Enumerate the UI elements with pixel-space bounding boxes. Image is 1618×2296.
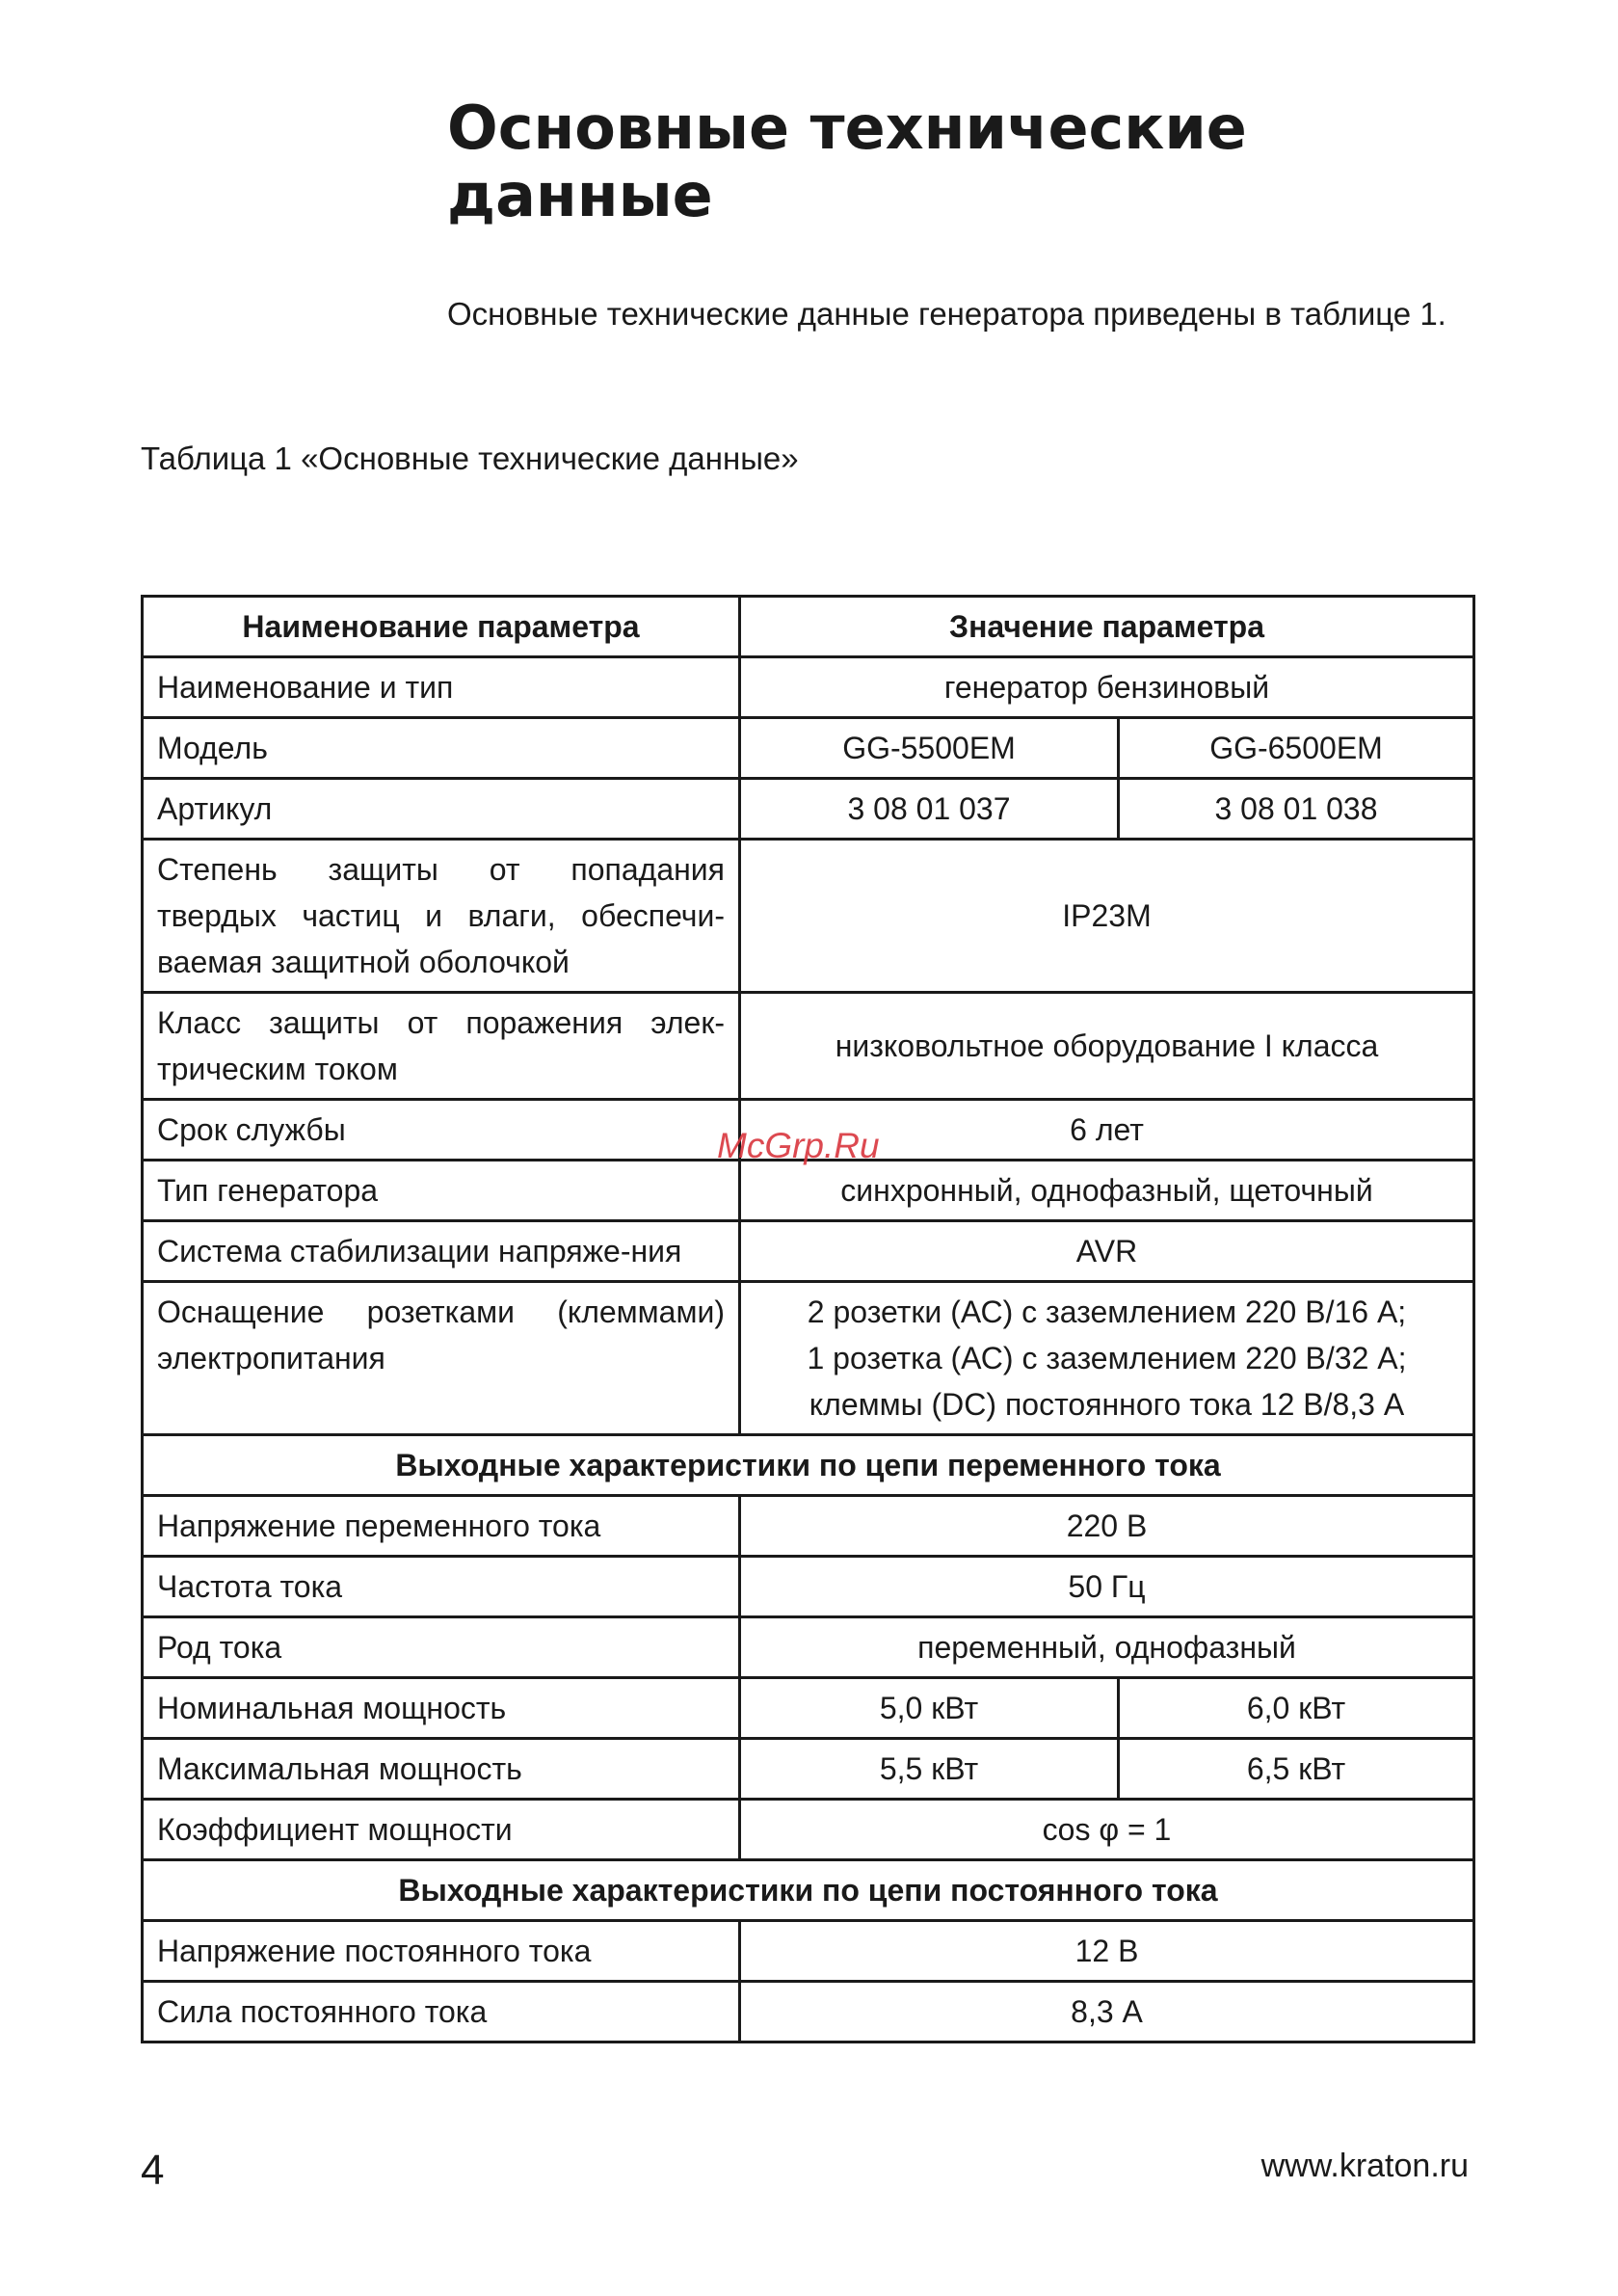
value-cell: синхронный, однофазный, щеточный: [740, 1161, 1474, 1221]
param-cell: Максимальная мощность: [143, 1739, 740, 1800]
value-cell: 6 лет: [740, 1100, 1474, 1161]
table-row: [143, 1221, 1474, 1282]
table-caption: Таблица 1 «Основные технические данные»: [141, 441, 799, 476]
param-cell: Род тока: [143, 1617, 740, 1678]
param-cell: Номинальная мощность: [143, 1678, 740, 1739]
socket-line-2: 1 розетка (АС) с заземлением 220 В/32 А;: [807, 1341, 1407, 1375]
value-cell: 12 В: [740, 1921, 1474, 1982]
value-cell-model-1: 5,5 кВт: [740, 1739, 1119, 1800]
website-link[interactable]: www.kraton.ru: [1260, 2148, 1469, 2184]
param-cell: Частота тока: [143, 1557, 740, 1617]
page-title: [447, 94, 1247, 229]
value-cell: 220 В: [740, 1496, 1474, 1557]
value-cell-model-2: 6,0 кВт: [1119, 1678, 1474, 1739]
value-cell: 8,3 А: [740, 1982, 1474, 2042]
param-cell: Тип генератора: [143, 1161, 740, 1221]
param-cell: Сила постоянного тока: [143, 1982, 740, 2042]
table-row: [143, 1557, 1474, 1617]
param-cell: Коэффициент мощности: [143, 1800, 740, 1860]
section-row-dc: [143, 1860, 1474, 1921]
header-param: Наименование параметра: [143, 597, 740, 657]
value-cell-model-1: GG-5500EM: [740, 718, 1119, 779]
table-row: [143, 993, 1474, 1100]
param-cell: Срок службы: [143, 1100, 740, 1161]
socket-line-1: 2 розетки (АС) с заземлением 220 В/16 А;: [807, 1295, 1407, 1329]
table-row: [143, 1800, 1474, 1860]
param-cell: Напряжение переменного тока: [143, 1496, 740, 1557]
table-row: [143, 1739, 1474, 1800]
table-header-row: [143, 597, 1474, 657]
table-row: [143, 1982, 1474, 2042]
header-value: Значение параметра: [740, 597, 1474, 657]
param-cell: Модель: [143, 718, 740, 779]
param-cell: Система стабилизации напряже-ния: [143, 1221, 740, 1282]
title-line-1: Основные технические: [447, 93, 1247, 163]
value-cell-model-2: GG-6500EM: [1119, 718, 1474, 779]
value-cell-sockets: [740, 1282, 1474, 1435]
table-row: [143, 1496, 1474, 1557]
value-cell: низковольтное оборудование I класса: [740, 993, 1474, 1100]
page-number: 4: [141, 2147, 165, 2194]
value-cell: cos φ = 1: [740, 1800, 1474, 1860]
table-row: [143, 1921, 1474, 1982]
section-heading: Выходные характеристики по цепи постоянного тока: [143, 1860, 1474, 1921]
param-cell: Артикул: [143, 779, 740, 840]
section-heading: Выходные характеристики по цепи переменного тока: [143, 1435, 1474, 1496]
value-cell: переменный, однофазный: [740, 1617, 1474, 1678]
intro-paragraph: Основные технические данные генератора приведены в таблице 1.: [447, 296, 1446, 332]
table-row: [143, 1161, 1474, 1221]
specifications-table: [141, 595, 1475, 2043]
table-row: [143, 779, 1474, 840]
param-cell: Оснащение розетками (клеммами) электропитания: [143, 1282, 740, 1435]
value-cell: 50 Гц: [740, 1557, 1474, 1617]
value-cell-model-1: 3 08 01 037: [740, 779, 1119, 840]
value-cell-model-2: 3 08 01 038: [1119, 779, 1474, 840]
param-cell: Класс защиты от поражения элек-трическим током: [143, 993, 740, 1100]
value-cell-model-1: 5,0 кВт: [740, 1678, 1119, 1739]
table-row: [143, 1282, 1474, 1435]
title-line-2: данные: [447, 160, 713, 230]
value-cell: IP23M: [740, 840, 1474, 993]
section-row-ac: [143, 1435, 1474, 1496]
param-cell: Степень защиты от попадания твердых частиц и влаги, обеспечи-ваемая защитной оболочкой: [143, 840, 740, 993]
value-cell: генератор бензиновый: [740, 657, 1474, 718]
value-cell: AVR: [740, 1221, 1474, 1282]
param-cell: Наименование и тип: [143, 657, 740, 718]
table-row: [143, 840, 1474, 993]
value-cell-model-2: 6,5 кВт: [1119, 1739, 1474, 1800]
table-row: [143, 718, 1474, 779]
table-row: [143, 1617, 1474, 1678]
table-row: [143, 657, 1474, 718]
param-cell: Напряжение постоянного тока: [143, 1921, 740, 1982]
watermark: McGrp.Ru: [717, 1126, 880, 1165]
table-row: [143, 1678, 1474, 1739]
socket-line-3: клеммы (DC) постоянного тока 12 В/8,3 А: [809, 1387, 1405, 1422]
